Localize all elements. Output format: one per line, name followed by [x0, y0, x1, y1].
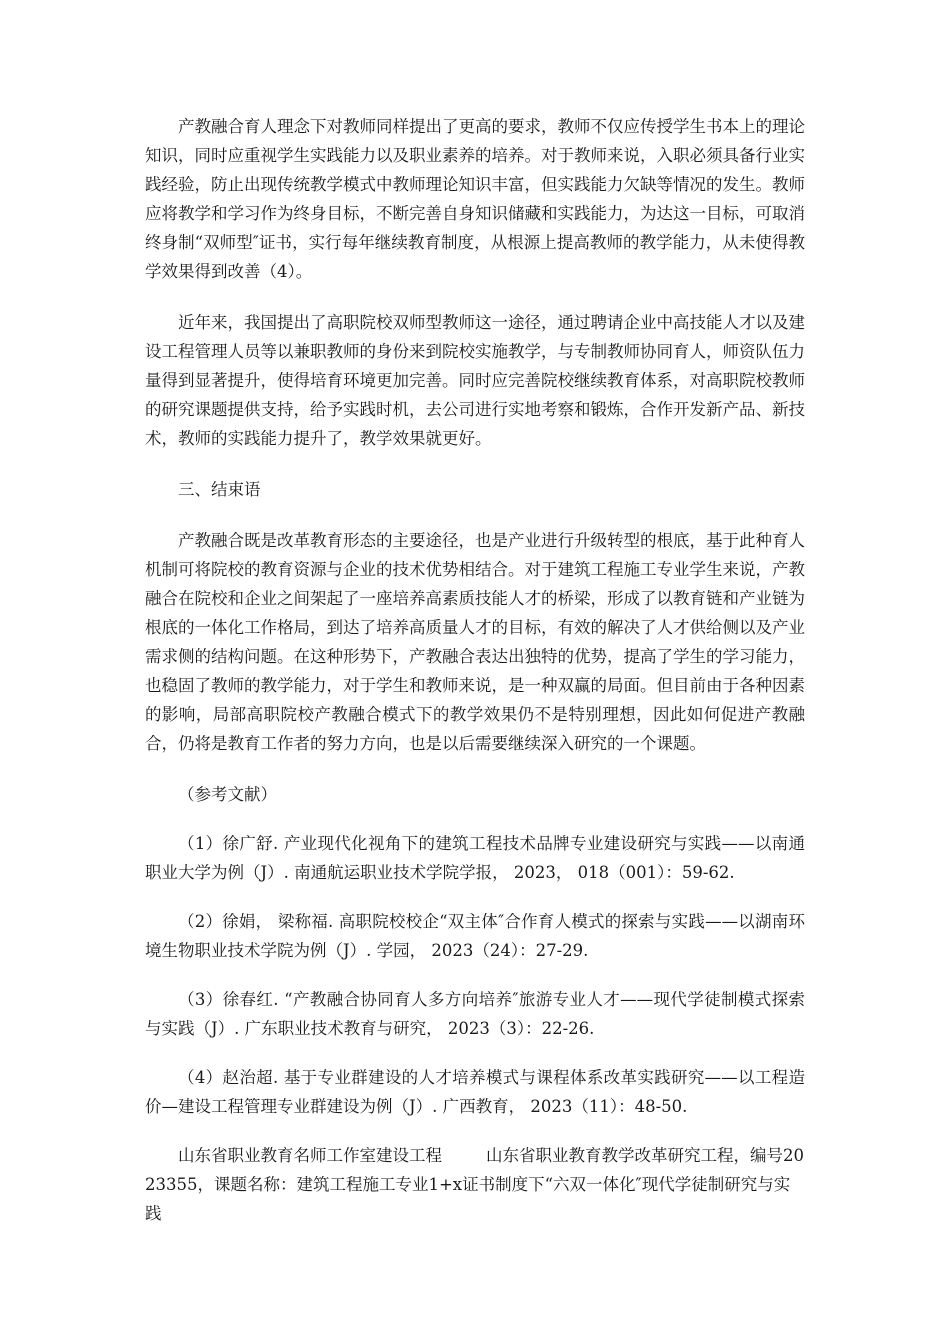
conclusion-paragraph: 产教融合既是改革教育形态的主要途径，也是产业进行升级转型的根底，基于此种育人机制可将院校的教育资源与企业的技术优势相结合。对于建筑工程施工专业学生来说，产教融合在院校和企业之间架起了一座培养高素质技能人才的桥梁，形成了以教育链和产业链为根底的一体化工作格局，到达了培养高质量人才的目标，有效的解决了人才供给侧以及产业需求侧的结构问题。在这种形势下，产教融合表达出独特的优势，提高了学生的学习能力，也稳固了教师的教学能力，对于学生和教师来说，是一种双赢的局面。但目前由于各种因素的影响，局部高职院校产教融合模式下的教学效果仍不是特别理想，因此如何促进产教融合，仍将是教育工作者的努力方向，也是以后需要继续深入研究的一个课题。: [145, 531, 805, 753]
references-title: （参考文献）: [178, 785, 277, 804]
reference-item-1: （1）徐广舒. 产业现代化视角下的建筑工程技术品牌专业建设研究与实践——以南通职业大学为例（J）. 南通航运职业技术学院学报， 2023， 018（001）：59-62.: [145, 834, 805, 882]
body-paragraph-1: 产教融合育人理念下对教师同样提出了更高的要求，教师不仅应传授学生书本上的理论知识，同时应重视学生实践能力以及职业素养的培养。对于教师来说，入职必须具备行业实践经验，防止出现传统教学模式中教师理论知识丰富，但实践能力欠缺等情况的发生。教师应将教学和学习作为终身目标，不断完善自身知识储藏和实践能力，为达这一目标，可取消终身制“双师型″证书，实行每年继续教育制度，从根源上提高教师的教学能力，从未使得教学效果得到改善（4）。: [145, 117, 805, 281]
reference-item-2: （2）徐娟， 梁称福. 高职院校校企“双主体″合作育人模式的探索与实践——以湖南环境生物职业技术学院为例（J）. 学园， 2023（24）：27-29.: [145, 912, 805, 960]
section-heading: 三、结束语: [178, 480, 261, 499]
reference-item-4: （4）赵治超. 基于专业群建设的人才培养模式与课程体系改革实践研究——以工程造价—建设工程管理专业群建设为例（J）. 广西教育， 2023（11）：48-50.: [145, 1068, 805, 1116]
funding-note-part1: 山东省职业教育名师工作室建设工程: [178, 1146, 442, 1165]
body-paragraph-2: 近年来，我国提出了高职院校双师型教师这一途径，通过聘请企业中高技能人才以及建设工程管理人员等以兼职教师的身份来到院校实施教学，与专制教师协同育人，师资队伍力量得到显著提升，使得培育环境更加完善。同时应完善院校继续教育体系，对高职院校教师的研究课题提供支持，给予实践时机，去公司进行实地考察和锻炼，合作开发新产品、新技术，教师的实践能力提升了，教学效果就更好。: [145, 313, 805, 448]
reference-item-3: （3）徐春红. “产教融合协同育人多方向培养″旅游专业人才——现代学徒制模式探索与实践（J）. 广东职业技术教育与研究， 2023（3）：22-26.: [145, 990, 805, 1038]
funding-note-part2: 山东省职业教育教学改革研究工程，编号2023355，课题名称：建筑工程施工专业1+x证书制度下“六双一体化″现代学徒制研究与实践: [145, 1146, 804, 1223]
funding-note: [145, 1141, 805, 1228]
document-page: [145, 112, 805, 1228]
